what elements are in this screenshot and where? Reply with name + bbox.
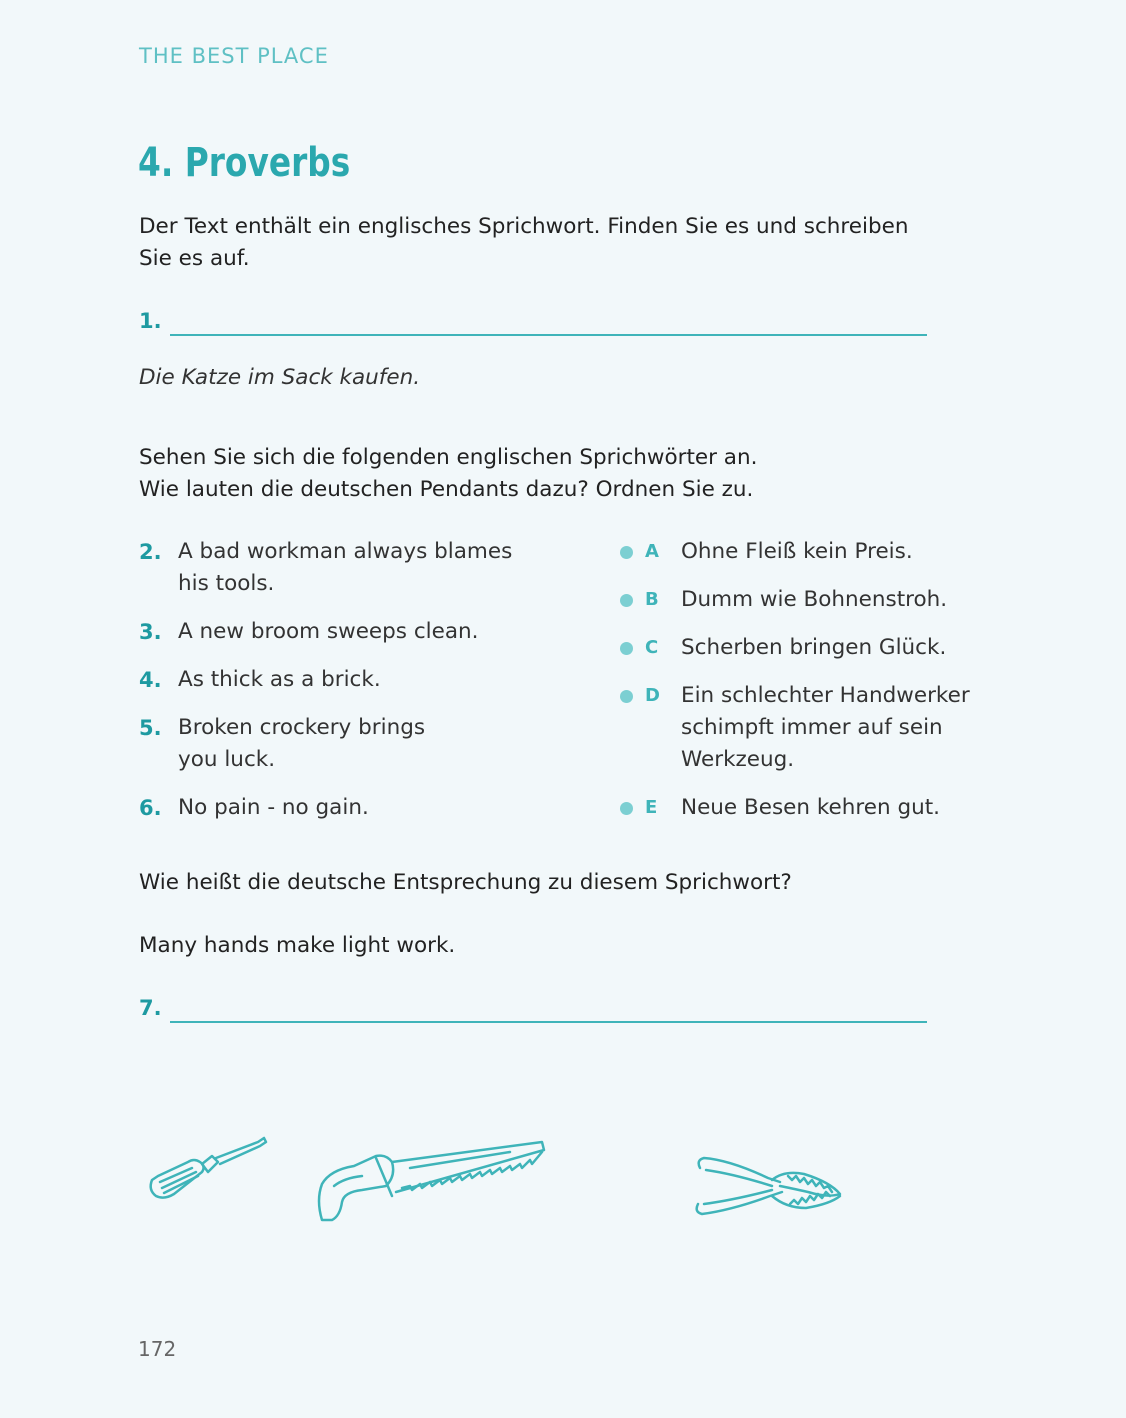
answer-rule-1 — [170, 334, 927, 336]
item-number: 5. — [139, 716, 162, 740]
match-dot-icon[interactable] — [620, 802, 633, 815]
item-text-cont: his tools. — [178, 571, 275, 596]
item-text: Ein schlechter Handwerker — [681, 683, 970, 708]
page-number: 172 — [138, 1337, 177, 1361]
answer-rule-7 — [170, 1021, 927, 1023]
answer-number-1: 1. — [139, 309, 162, 333]
item-letter: D — [645, 685, 660, 706]
item-number: 2. — [139, 540, 162, 564]
item-letter: E — [645, 797, 658, 818]
match-dot-icon[interactable] — [620, 546, 633, 559]
list-item[interactable] — [618, 584, 998, 616]
instruction-line-2: Wie lauten die deutschen Pendants dazu? Ordnen Sie zu. — [139, 477, 754, 502]
pliers-icon — [697, 1158, 840, 1214]
answer-field-7[interactable] — [139, 996, 929, 1026]
item-text: Scherben bringen Glück. — [681, 635, 947, 660]
english-proverb: Many hands make light work. — [139, 933, 456, 958]
list-item[interactable] — [618, 680, 998, 776]
item-number: 3. — [139, 620, 162, 644]
item-text-cont: you luck. — [178, 747, 276, 772]
example-proverb: Die Katze im Sack kaufen. — [139, 365, 421, 390]
list-item — [139, 616, 559, 648]
match-dot-icon[interactable] — [620, 690, 633, 703]
item-letter: A — [645, 541, 659, 562]
item-letter: C — [645, 637, 659, 658]
list-item — [139, 664, 559, 696]
item-text: No pain - no gain. — [178, 795, 369, 820]
match-dot-icon[interactable] — [620, 594, 633, 607]
list-item[interactable] — [618, 632, 998, 664]
item-text: Ohne Fleiß kein Preis. — [681, 539, 913, 564]
instruction-line-1: Sehen Sie sich die folgenden englischen Sprichwörter an. — [139, 445, 758, 470]
list-item — [139, 712, 559, 776]
item-number: 4. — [139, 668, 162, 692]
intro-line-2: Sie es auf. — [139, 246, 250, 271]
item-text: Broken crockery brings — [178, 715, 426, 740]
item-text: As thick as a brick. — [178, 667, 381, 692]
list-item — [139, 536, 559, 600]
item-text: A new broom sweeps clean. — [178, 619, 479, 644]
match-dot-icon[interactable] — [620, 642, 633, 655]
item-text-cont: Werkzeug. — [681, 747, 795, 772]
list-item[interactable] — [618, 792, 998, 824]
english-proverbs-list — [139, 536, 559, 824]
running-head: THE BEST PLACE — [139, 44, 329, 68]
tools-illustration — [140, 1120, 860, 1230]
question-text: Wie heißt die deutsche Entsprechung zu diesem Sprichwort? — [139, 870, 792, 895]
item-text: Dumm wie Bohnenstroh. — [681, 587, 948, 612]
list-item[interactable] — [618, 536, 998, 568]
item-text: Neue Besen kehren gut. — [681, 795, 940, 820]
saw-icon — [319, 1142, 544, 1220]
instruction-text — [139, 442, 757, 506]
item-letter: B — [645, 589, 659, 610]
intro-line-1: Der Text enthält ein englisches Sprichwort. Finden Sie es und schreiben — [139, 214, 909, 239]
item-text-cont: schimpft immer auf sein — [681, 715, 943, 740]
item-number: 6. — [139, 796, 162, 820]
answer-field-1[interactable] — [139, 309, 929, 339]
screwdriver-icon — [151, 1138, 266, 1198]
intro-text — [139, 211, 909, 275]
item-text: A bad workman always blames — [178, 539, 513, 564]
answer-number-7: 7. — [139, 996, 162, 1020]
section-title: 4. Proverbs — [138, 140, 351, 186]
german-proverbs-list — [618, 536, 998, 824]
list-item — [139, 792, 559, 824]
